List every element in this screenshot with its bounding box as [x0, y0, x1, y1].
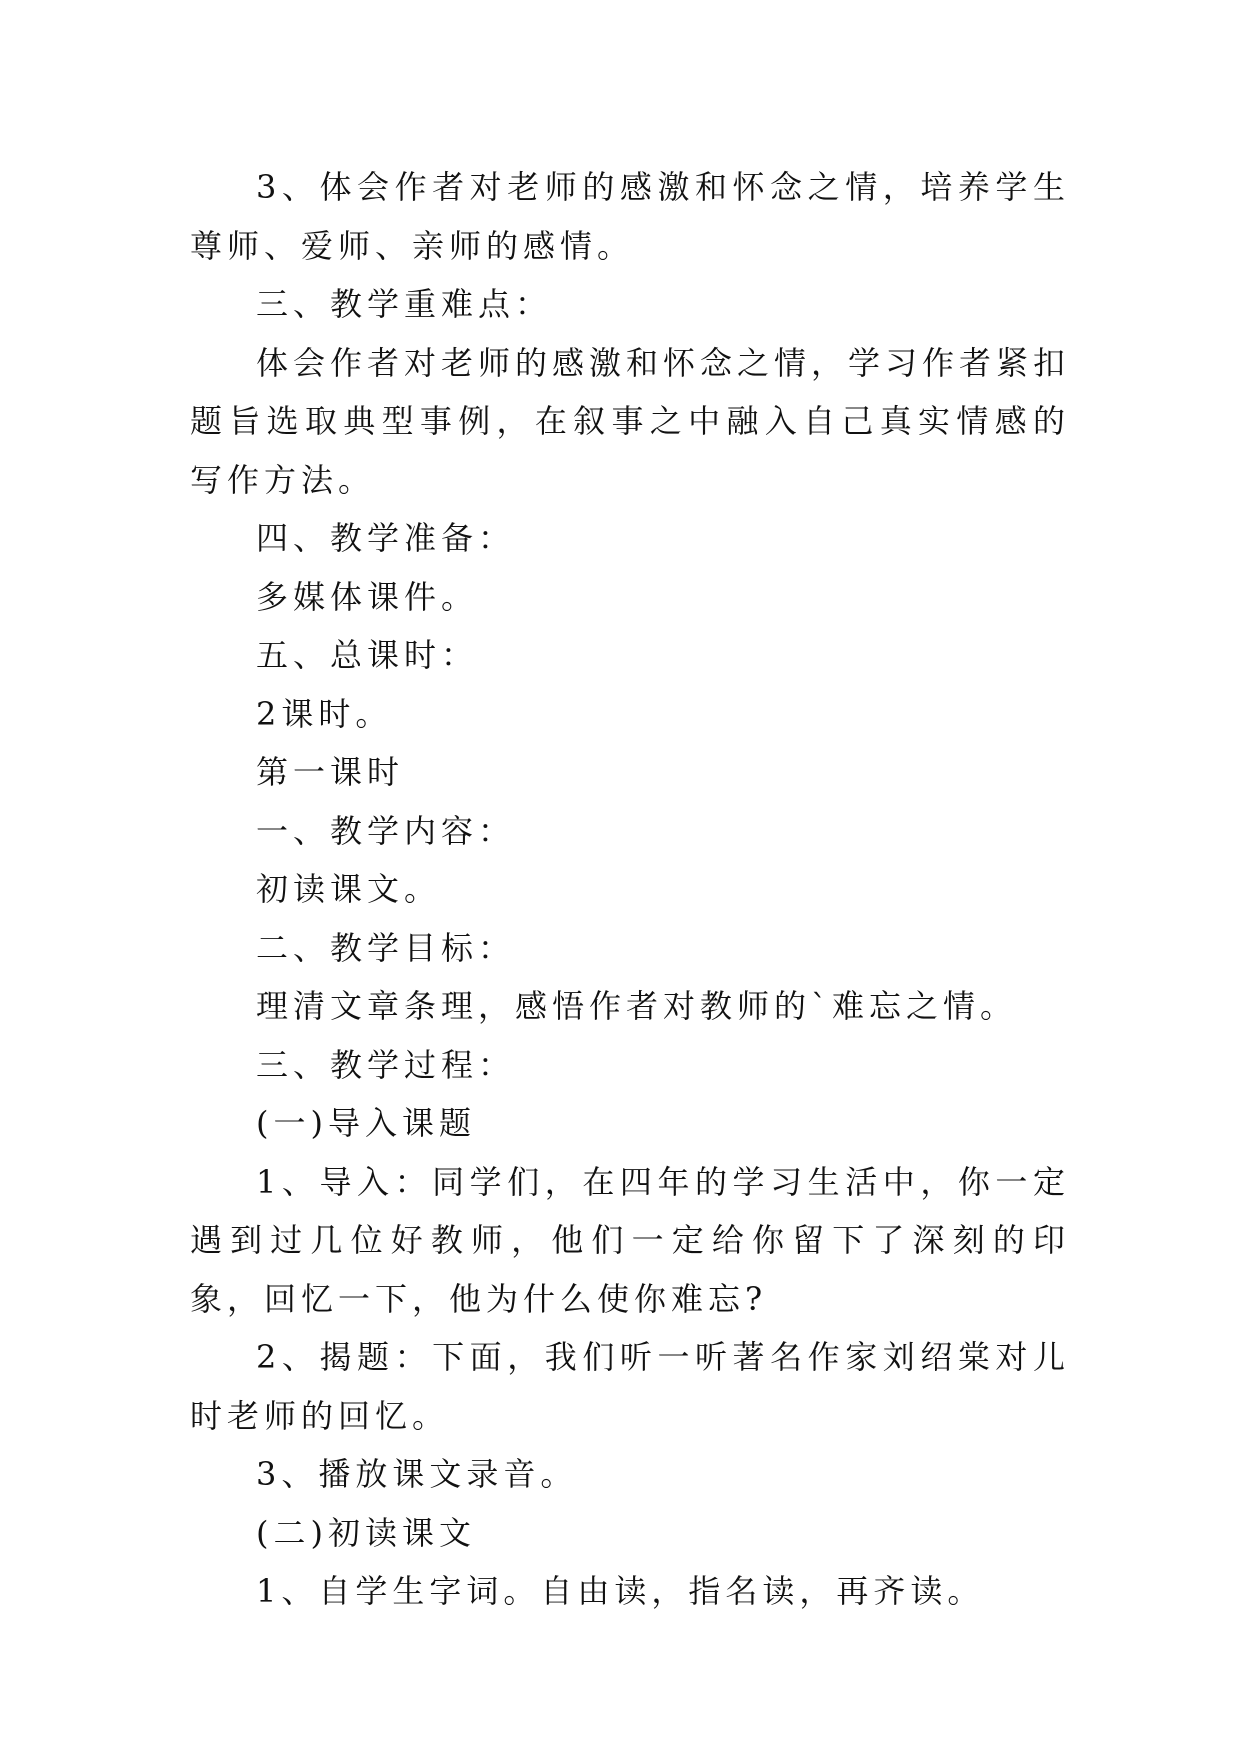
- subheading-introduce-topic: (一)导入课题: [256, 1104, 476, 1142]
- subheading-first-reading: (二)初读课文: [256, 1513, 476, 1552]
- paragraph-preparation: 多媒体课件。: [256, 577, 479, 616]
- heading-teaching-goal: 二、教学目标：: [256, 928, 516, 967]
- paragraph-play-recording: 3、播放课文录音。: [256, 1455, 578, 1493]
- paragraph-teaching-goal: 理清文章条理，感悟作者对教师的`难忘之情。: [256, 987, 1018, 1025]
- paragraph-key-difficulties: 体会作者对老师的感激和怀念之情，学习作者紧扣题旨选取典型事例，在叙事之中融入自己真实情感的写作方法。: [190, 343, 1071, 499]
- paragraph-total-periods: 2课时。: [256, 694, 393, 733]
- paragraph-self-study: 1、自学生字词。自由读，指名读，再齐读。: [256, 1572, 985, 1610]
- heading-key-difficulties: 三、教学重难点：: [256, 285, 553, 323]
- heading-preparation: 四、教学准备：: [256, 519, 516, 557]
- heading-teaching-content: 一、教学内容：: [256, 811, 516, 850]
- document-body: [190, 158, 1070, 1621]
- paragraph-introduction: 1、导入：同学们，在四年的学习生活中，你一定遇到过几位好教师，他们一定给你留下了深刻的印象，回忆一下，他为什么使你难忘?: [190, 1162, 1070, 1318]
- paragraph-teaching-content: 初读课文。: [256, 870, 442, 908]
- paragraph-goal-3: 3、体会作者对老师的感激和怀念之情，培养学生尊师、爱师、亲师的感情。: [190, 168, 1070, 265]
- heading-first-period: 第一课时: [256, 753, 405, 791]
- paragraph-reveal-topic: 2、揭题：下面，我们听一听著名作家刘绍棠对儿时老师的回忆。: [190, 1338, 1070, 1435]
- heading-total-periods: 五、总课时：: [256, 636, 479, 674]
- heading-teaching-process: 三、教学过程：: [256, 1045, 516, 1084]
